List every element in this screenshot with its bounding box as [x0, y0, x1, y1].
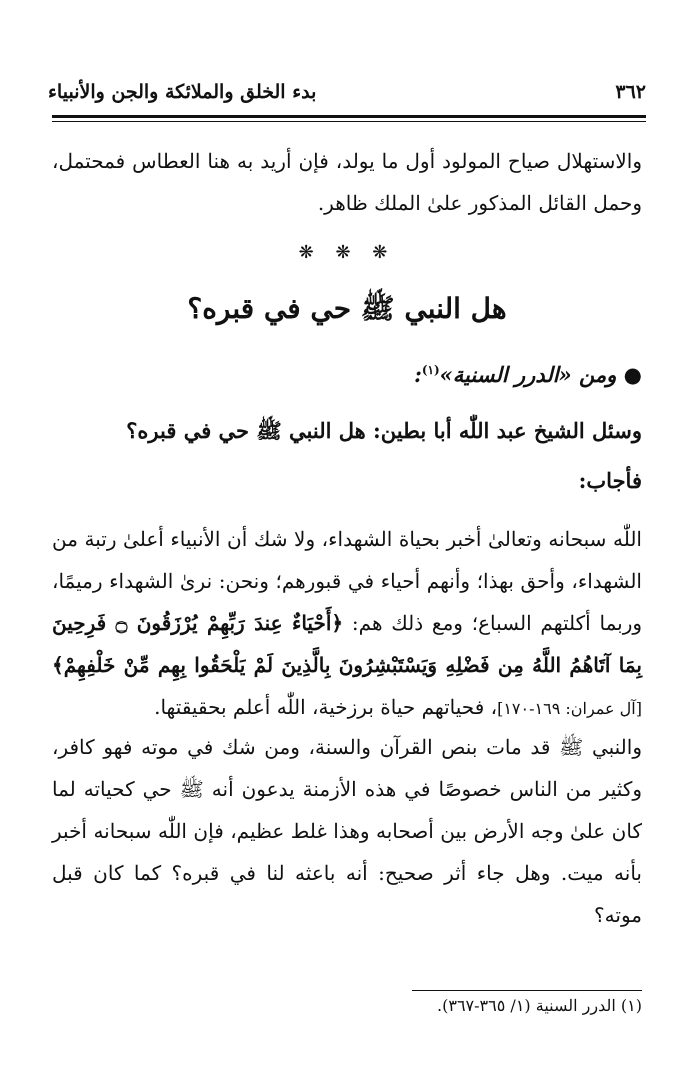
section-title: هل النبي ﷺ حي في قبره؟ — [187, 292, 507, 325]
answer-text-before: اللّٰه سبحانه وتعالىٰ أخبر بحياة الشهداء، ولا شك أن الأنبياء أعلىٰ رتبة من الشهداء، وأحق بهذا؛ وأنهم أحياء في قبورهم؛ ونحن: نرىٰ الشهداء رميمًا، وربما أكلتهم السباع؛ ومع ذلك هم: — [52, 527, 643, 635]
answer-paragraph — [52, 518, 642, 730]
section-separator: ❋ ❋ ❋ — [298, 242, 396, 263]
header-rule-thick — [52, 115, 646, 118]
source-colon: : — [414, 362, 422, 387]
footnote: (١) الدرر السنية (١/ ٣٦٥-٣٦٧). — [437, 996, 642, 1015]
bullet-icon: ● — [623, 362, 642, 387]
answer-label: فأجاب: — [578, 468, 642, 493]
header-rule-thin — [52, 121, 646, 122]
quran-reference: [آل عمران: ١٦٩-١٧٠] — [497, 699, 642, 718]
page-header — [48, 78, 646, 106]
footnote-marker: (١) — [421, 363, 440, 377]
answer-text-after: ، فحياتهم حياة برزخية، اللّٰه أعلم بحقيقتها. — [154, 695, 498, 719]
second-paragraph: والنبي ﷺ قد مات بنص القرآن والسنة، ومن شك في موته فهو كافر، وكثير من الناس خصوصًا في هذه الأزمنة يدعون أنه ﷺ حي كحياته لما كان علىٰ وجه الأرض بين أصحابه وهذا غلط عظيم، فإن اللّٰه سبحانه أخبر بأنه ميت. وهل جاء أثر صحيح: أنه باعثه لنا في قبره؟ كما كان قبل موته؟ — [52, 735, 642, 927]
intro-paragraph: والاستهلال صياح المولود أول ما يولد، فإن أريد به هنا العطاس فمحتمل، وحمل القائل المذكور علىٰ الملك ظاهر. — [52, 149, 642, 215]
page-number: ٣٦٢ — [615, 81, 646, 103]
running-title: بدء الخلق والملائكة والجن والأنبياء — [48, 81, 317, 103]
quran-verse: ﴿أَحْيَاءٌ عِندَ رَبِّهِمْ يُرْزَقُونَ ۝ فَرِحِينَ بِمَا آتَاهُمُ اللَّهُ مِن فَضْلِهِ وَيَسْتَبْشِرُونَ بِالَّذِينَ لَمْ يَلْحَقُوا بِهِم مِّنْ خَلْفِهِمْ﴾ — [52, 611, 642, 677]
source-line — [414, 362, 642, 387]
source-label: ومن «الدرر السنية» — [439, 362, 617, 387]
footnote-rule — [412, 990, 642, 991]
question-line: وسئل الشيخ عبد اللّٰه أبا بطين: هل النبي ﷺ حي في قبره؟ — [126, 418, 642, 443]
